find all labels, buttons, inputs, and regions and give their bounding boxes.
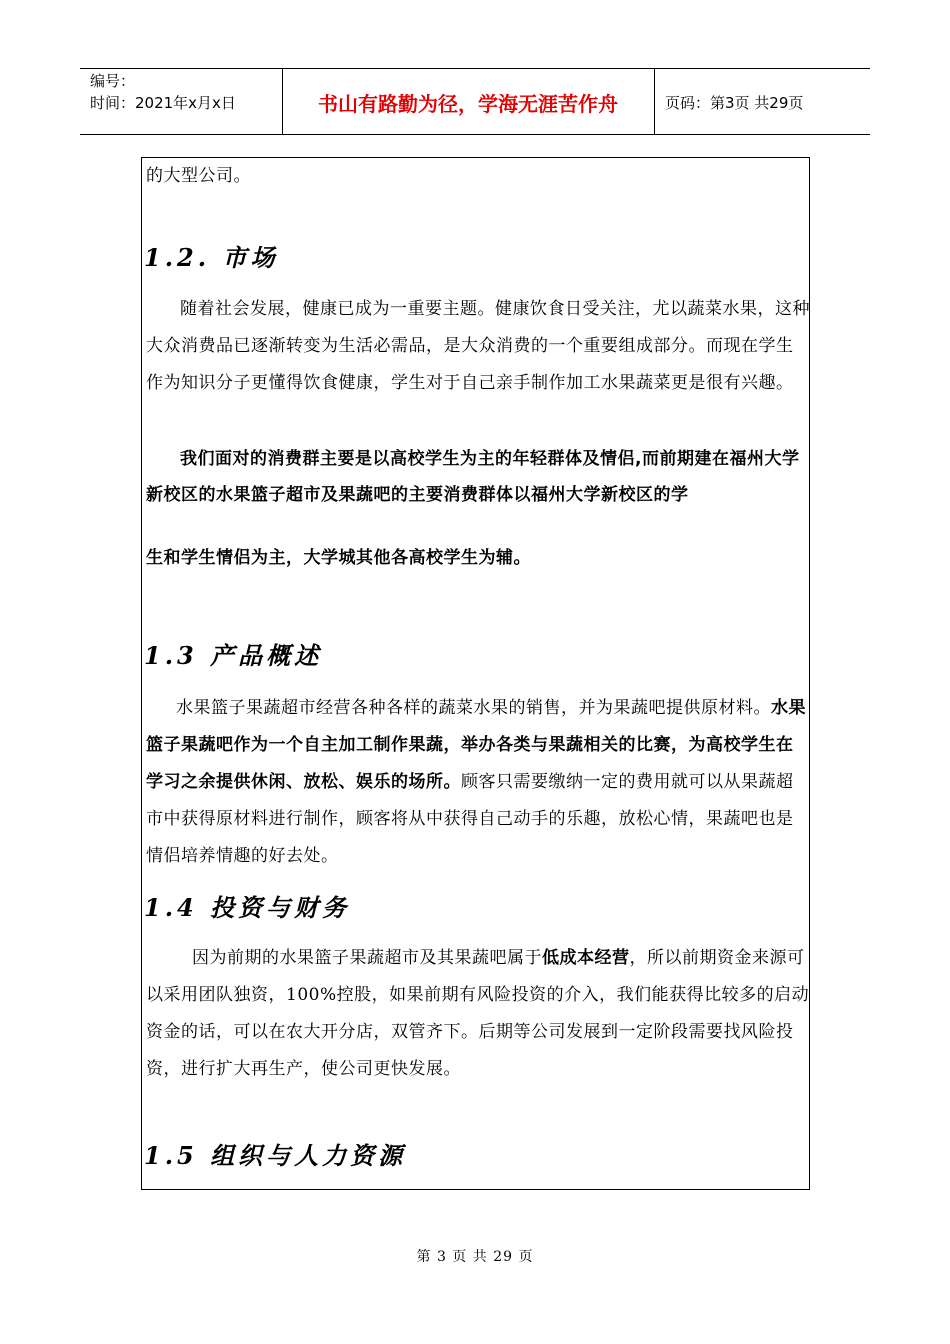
investment-text-bold: 低成本经营	[542, 948, 630, 968]
section-heading-1-5: 1.5 组织与人力资源	[144, 1141, 407, 1170]
product-paragraph	[146, 690, 810, 875]
content-frame	[141, 157, 810, 1190]
target-customers-paragraph: 我们面对的消费群主要是以高校学生为主的年轻群体及情侣,而前期建在福州大学新校区的水果篮子超市及果蔬吧的主要消费群体以福州大学新校区的学	[146, 449, 800, 505]
section-heading-1-2: 1.2. 市场	[144, 243, 279, 272]
investment-text-1: 因为前期的水果篮子果蔬超市及其果蔬吧属于	[192, 948, 542, 968]
product-text-1: 水果篮子果蔬超市经营各种各样的蔬菜水果的销售，并为果蔬吧提供原材料。	[176, 698, 771, 718]
document-number-label: 编号：	[90, 72, 136, 90]
document-date: 时间：2021年x月x日	[90, 94, 236, 112]
header-meta	[90, 70, 236, 114]
product-text-2: 顾客只需要缴纳一定的费用就可以从果蔬超市中获得原材料进行制作，顾客将从中获得自己动手的乐趣，放松心情，果蔬吧也是情侣培养情趣的好去处。	[146, 772, 794, 866]
section-heading-1-3: 1.3 产品概述	[144, 641, 323, 670]
product-text-bold: 水果篮子果蔬吧作为一个自主加工制作果蔬，举办各类与果蔬相关的比赛，为高校学生在学习之余提供休闲、放松、娱乐的场所。	[146, 698, 806, 792]
investment-text-2: ，所以前期资金来源可以采用团队独资，100%控股，如果前期有风险投资的介入，我们能获得比较多的启动资金的话，可以在农大开分店，双管齐下。后期等公司发展到一定阶段需要找风险投资，进行扩大再生产，使公司更快发展。	[146, 948, 810, 1079]
header-page-info: 页码：第3页 共29页	[665, 94, 804, 112]
header-slogan: 书山有路勤为径，学海无涯苦作舟	[318, 92, 618, 116]
investment-paragraph	[146, 940, 810, 1088]
page-footer: 第 3 页 共 29 页	[416, 1249, 534, 1265]
market-paragraph: 随着社会发展，健康已成为一重要主题。健康饮食日受关注，尤以蔬菜水果，这种大众消费品已逐渐转变为生活必需品，是大众消费的一个重要组成部分。而现在学生作为知识分子更懂得饮食健康，学生对于自己亲手制作加工水果蔬菜更是很有兴趣。	[146, 299, 810, 393]
paragraph-continued: 的大型公司。	[146, 166, 251, 186]
section-heading-1-4: 1.4 投资与财务	[144, 893, 351, 922]
header-bottom-rule	[80, 134, 870, 135]
target-customers-paragraph-end: 生和学生情侣为主，大学城其他各高校学生为辅。	[146, 548, 531, 568]
header-divider-2	[654, 68, 655, 135]
header-top-rule	[80, 68, 870, 69]
